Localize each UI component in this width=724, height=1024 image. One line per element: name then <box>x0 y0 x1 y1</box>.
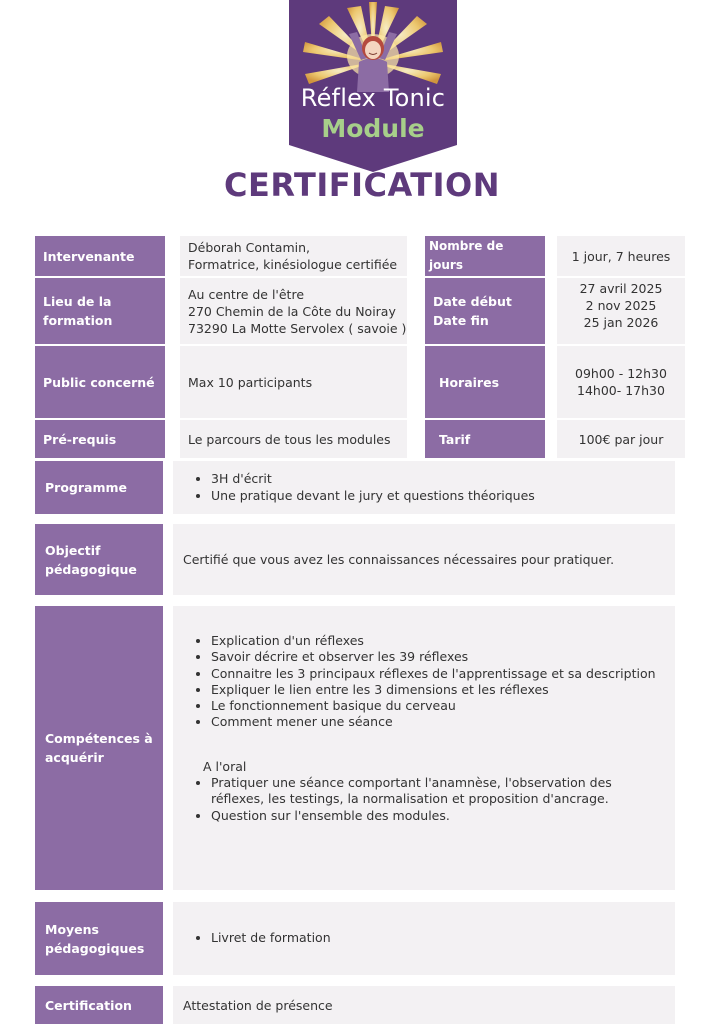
label-tarif: Tarif <box>425 420 545 458</box>
list-item: • Savoir décrire et observer les 39 réflexes <box>211 649 667 665</box>
list-item: • Connaitre les 3 principaux réflexes de l'apprentissage et sa description <box>211 666 667 682</box>
horaire-matin: 09h00 - 12h30 <box>575 366 667 381</box>
lieu-line2: 270 Chemin de la Côte du Noiray <box>188 303 396 319</box>
page-title: CERTIFICATION <box>223 166 501 204</box>
intervenante-role: Formatrice, kinésiologue certifiée <box>188 257 398 272</box>
horaire-apres-midi: 14h00- 17h30 <box>577 383 665 398</box>
intervenante-name: Déborah Contamin, <box>188 240 310 255</box>
label-programme: Programme <box>35 461 163 514</box>
competences-list <box>181 633 667 731</box>
oral-heading: A l'oral <box>203 758 247 774</box>
date-2: 2 nov 2025 <box>585 298 657 313</box>
label-public: Public concerné <box>35 346 165 418</box>
list-item: • Question sur l'ensemble des modules. <box>211 808 667 824</box>
label-horaires: Horaires <box>425 346 545 418</box>
label-intervenante: Intervenante <box>35 236 165 276</box>
list-item: • Explication d'un réflexes <box>211 633 667 649</box>
value-objectif: Certifié que vous avez les connaissances nécessaires pour pratiquer. <box>173 524 675 595</box>
value-horaires <box>557 346 685 418</box>
date-3: 25 jan 2026 <box>583 315 659 330</box>
label-lieu-line1: Lieu de la <box>43 294 112 309</box>
brand-module: Module <box>321 114 425 143</box>
lieu-line1: Au centre de l'être <box>188 286 305 302</box>
value-intervenante <box>180 236 407 276</box>
label-objectif-line2: pédagogique <box>45 561 137 577</box>
value-jours: 1 jour, 7 heures <box>557 236 685 276</box>
value-programme <box>173 461 675 514</box>
label-prerequis: Pré-requis <box>35 420 165 458</box>
label-date-debut: Date début <box>433 294 512 309</box>
list-item: • Livret de formation <box>211 930 331 946</box>
value-competences <box>173 606 675 890</box>
brand-logo <box>289 0 457 172</box>
label-competences-line2: acquérir <box>45 750 104 765</box>
list-item: • Expliquer le lien entre les 3 dimensions et les réflexes <box>211 682 667 698</box>
label-moyens-line2: pédagogiques <box>45 940 145 956</box>
list-item: • 3H d'écrit <box>211 471 535 487</box>
label-date-fin: Date fin <box>433 313 489 328</box>
list-item: • Pratiquer une séance comportant l'anamnèse, l'observation des réflexes, les testings, la normalisation et proposition d'ancrage. <box>211 775 667 808</box>
value-dates <box>557 278 685 344</box>
oral-list <box>181 775 667 824</box>
label-lieu <box>35 278 165 344</box>
label-moyens <box>35 902 163 975</box>
list-item: • Comment mener une séance <box>211 714 667 730</box>
value-certification: Attestation de présence <box>173 986 675 1024</box>
value-tarif: 100€ par jour <box>557 420 685 458</box>
label-competences-line1: Compétences à <box>45 731 153 746</box>
programme-list <box>181 471 535 504</box>
value-prerequis: Le parcours de tous les modules <box>180 420 407 458</box>
label-dates <box>425 278 545 344</box>
value-moyens <box>173 902 675 975</box>
brand-name: Réflex Tonic <box>300 84 446 112</box>
date-1: 27 avril 2025 <box>579 281 663 296</box>
label-competences <box>35 606 163 890</box>
label-certification: Certification <box>35 986 163 1024</box>
label-objectif-line1: Objectif <box>45 542 101 558</box>
label-moyens-line1: Moyens <box>45 921 99 937</box>
lieu-line3: 73290 La Motte Servolex ( savoie ) <box>188 320 407 336</box>
moyens-list <box>181 930 331 946</box>
label-objectif <box>35 524 163 595</box>
value-lieu <box>180 278 407 344</box>
label-jours: Nombre de jours <box>425 236 545 276</box>
list-item: • Le fonctionnement basique du cerveau <box>211 698 667 714</box>
list-item: • Une pratique devant le jury et questions théoriques <box>211 488 535 504</box>
label-lieu-line2: formation <box>43 313 113 328</box>
value-public: Max 10 participants <box>180 346 407 418</box>
